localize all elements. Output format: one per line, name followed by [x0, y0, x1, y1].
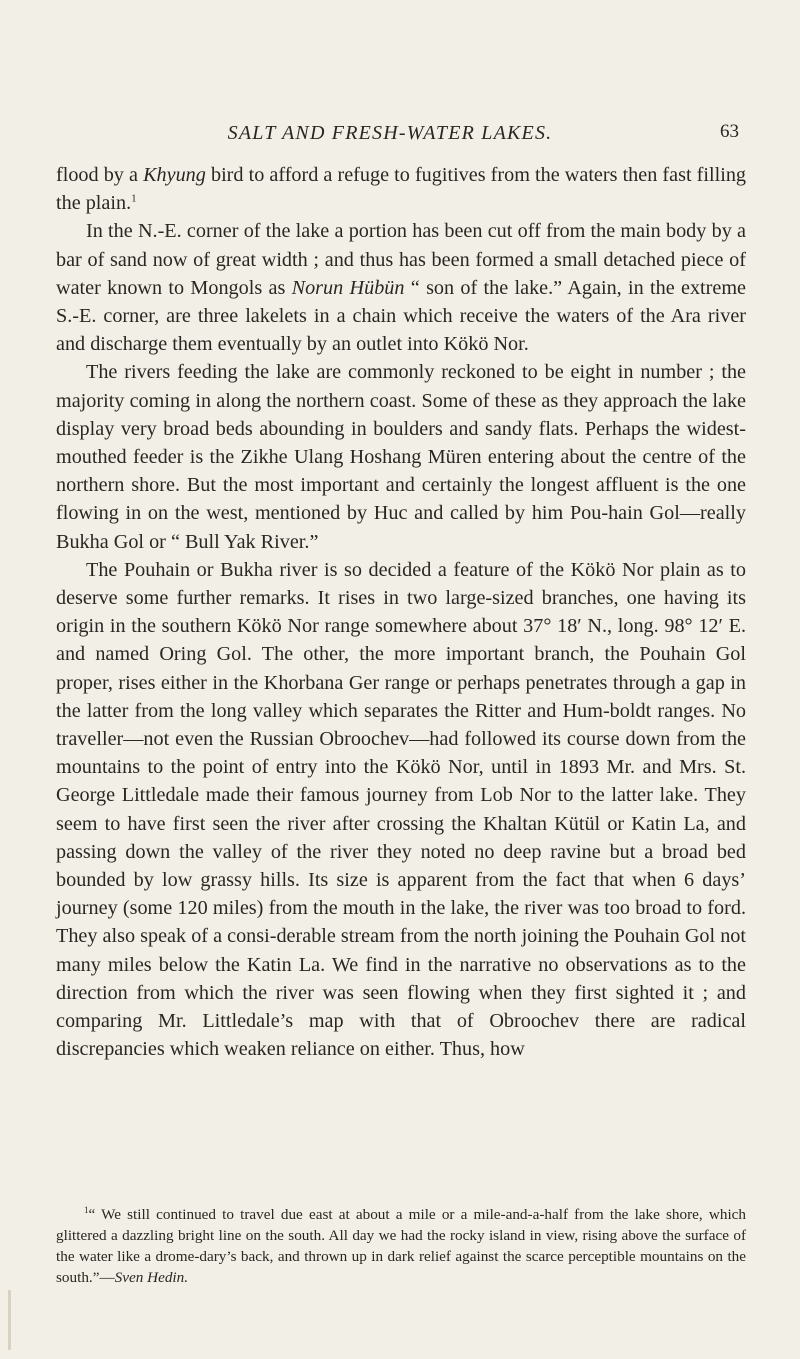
paragraph-2-italic: Norun Hübün	[291, 276, 405, 299]
page-edge-mark	[8, 1290, 11, 1350]
paragraph-2	[56, 217, 746, 358]
paragraph-1	[56, 161, 746, 217]
paragraph-1-text-b: bird to afford a refuge to fugitives from the waters then fast filling the plain.	[56, 164, 747, 215]
footnote-text: “ We still continued to travel due east at about a mile or a mile-and-a-half from the lake shore, which glittered a dazzling bright line on the south. All day we had the rocky island in view, rising above the surface of the water like a drome-dary’s back, and thrown up in dark relief against the scarce perceptible mountains on the south.”—	[56, 1206, 746, 1286]
running-title: SALT AND FRESH-WATER LAKES.	[227, 122, 553, 144]
paragraph-2-text-a: In the N.-E. corner of the lake a portion has been cut off from the main body by a bar of sand now of great width ; and thus has been formed a small detached piece of water known to Mongols as	[56, 220, 746, 299]
paragraph-4: The Pouhain or Bukha river is so decided a feature of the Kökö Nor plain as to deserve some further remarks. It rises in two large-sized branches, one having its origin in the southern Kökö Nor range somewhere about 37° 18′ N., long. 98° 12′ E. and named Oring Gol. The other, the more important branch, the Pouhain Gol proper, rises either in the Khorbana Ger range or perhaps penetrates through a gap in the latter from the long valley which separates the Ritter and Hum-boldt ranges. No traveller—not even the Russian Obroochev—had followed its course down from the mountains to the point of entry into the Kökö Nor, until in 1893 Mr. and Mrs. St. George Littledale made their famous journey from Lob Nor to the latter lake. They seem to have first seen the river after crossing the Khaltan Kütül or Katin La, and passing down the valley of the river they noted no deep ravine but a broad bed bounded by low grassy hills. Its size is apparent from the fact that when 6 days’ journey (some 120 miles) from the mouth in the lake, the river was too broad to ford. They also speak of a consi-derable stream from the north joining the Pouhain Gol not many miles below the Katin La. We find in the narrative no observations as to the direction from which the river was seen flowing when they first sighted it ; and comparing Mr. Littledale’s map with that of Obroochev there are radical discrepancies which weaken reliance on either. Thus, how	[56, 558, 746, 1061]
paragraph-2-text-b: “ son of the lake.” Again, in the extreme S.-E. corner, are three lakelets in a chain which receive the waters of the Ara river and discharge them eventually by an outlet into Kökö Nor.	[56, 276, 747, 356]
paragraph-1-text-a: flood by a	[56, 164, 144, 186]
footnote-number: 1	[84, 1204, 89, 1215]
footnote	[56, 1204, 746, 1288]
page-number: 63	[720, 121, 739, 142]
footnote-attribution: Sven Hedin.	[114, 1269, 189, 1286]
paragraph-1-italic: Khyung	[143, 164, 206, 186]
paragraph-3: The rivers feeding the lake are commonly reckoned to be eight in number ; the majority coming in along the northern coast. Some of these as they approach the lake display very broad beds abounding in boulders and sandy flats. Perhaps the widest-mouthed feeder is the Zikhe Ulang Hoshang Müren entering about the centre of the northern shore. But the most important and certainly the longest affluent is the one flowing in on the west, mentioned by Huc and called by him Pou-hain Gol—really Bukha Gol or “ Bull Yak River.”	[56, 361, 746, 553]
main-text	[56, 161, 746, 1064]
footnote-reference[interactable]: 1	[131, 192, 137, 205]
